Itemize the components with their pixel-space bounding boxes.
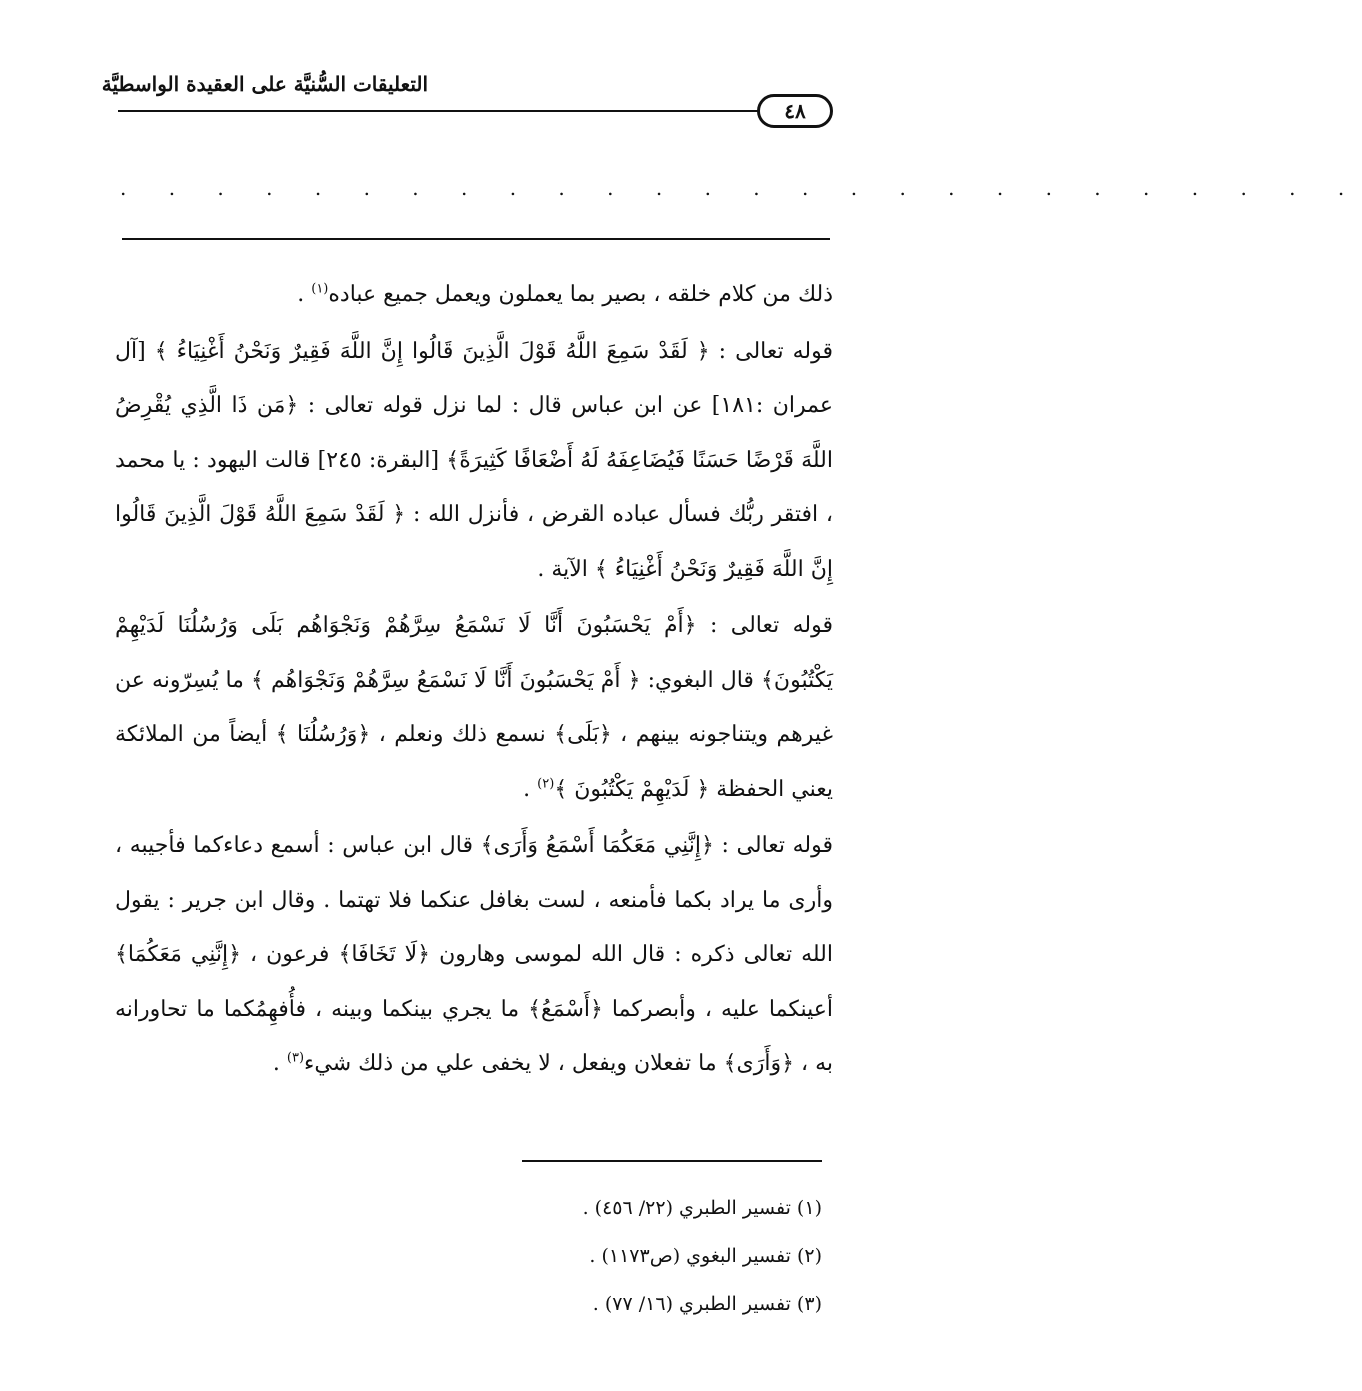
footnote-3: (٣) تفسير الطبري (١٦/ ٧٧) . xyxy=(592,1293,822,1315)
header-rule xyxy=(118,110,758,112)
footnote-rule xyxy=(522,1160,822,1162)
footnote-ref-2: (٢) xyxy=(537,776,555,792)
ellipsis-separator: . . . . . . . . . . . . . . . . . . . . . . . . . . xyxy=(120,176,1362,200)
footnotes xyxy=(300,1184,822,1328)
page-number: ٤٨ xyxy=(757,94,833,128)
main-text xyxy=(115,268,833,1092)
paragraph-3: قوله تعالى : ﴿أَمْ يَحْسَبُونَ أَنَّا لَا نَسْمَعُ سِرَّهُمْ وَنَجْوَاهُم بَلَى وَرُسُلُنَا لَدَيْهِمْ يَكْتُبُونَ﴾ قال البغوي: ﴿ أَمْ يَحْسَبُونَ أَنَّا لَا نَسْمَعُ سِرَّهُمْ وَنَجْوَاهُم ﴾ ما يُسِرّونه عن غيرهم ويتناجونه بينهم ، ﴿بَلَى﴾ نسمع ذلك ونعلم ، ﴿وَرُسُلُنَا ﴾ أيضاً من الملائكة يعني الحفظة ﴿ لَدَيْهِمْ يَكْتُبُونَ ﴾$^{(٢)}$ . xyxy=(115,613,833,802)
paragraph-1: ذلك من كلام خلقه ، بصير بما يعملون ويعمل جميع عباده$^{(١)}$ . xyxy=(297,281,833,307)
footnote-ref-3: (٣) xyxy=(286,1050,305,1066)
paragraph-2: قوله تعالى : ﴿ لَقَدْ سَمِعَ اللَّهُ قَوْلَ الَّذِينَ قَالُوا إِنَّ اللَّهَ فَقِيرٌ وَنَحْنُ أَغْنِيَاءُ ﴾ [آل عمران :١٨١] عن ابن عباس قال : لما نزل قوله تعالى : ﴿مَن ذَا الَّذِي يُقْرِضُ اللَّهَ قَرْضًا حَسَنًا فَيُضَاعِفَهُ لَهُ أَضْعَافًا كَثِيرَةً﴾ [البقرة: ٢٤٥] قالت اليهود : يا محمد ، افتقر ربُّك فسأل عباده القرض ، فأنزل الله : ﴿ لَقَدْ سَمِعَ اللَّهُ قَوْلَ الَّذِينَ قَالُوا إِنَّ اللَّهَ فَقِيرٌ وَنَحْنُ أَغْنِيَاءُ ﴾ الآية . xyxy=(115,338,833,582)
footnote-ref-1: (١) xyxy=(311,281,329,297)
running-header-title: التعليقات السُّنيَّة على العقيدة الواسطيَّة xyxy=(101,72,428,96)
footnote-1: (١) تفسير الطبري (٢٢/ ٤٥٦) . xyxy=(582,1197,822,1219)
footnote-2: (٢) تفسير البغوي (ص١١٧٣) . xyxy=(589,1245,822,1267)
paragraph-4: قوله تعالى : ﴿إِنَّنِي مَعَكُمَا أَسْمَعُ وَأَرَى﴾ قال ابن عباس : أسمع دعاءكما فأجيبه ، وأرى ما يراد بكما فأمنعه ، لست بغافل عنكما فلا تهتما . وقال ابن جرير : يقول الله تعالى ذكره : قال الله لموسى وهارون ﴿لَا تَخَافَا﴾ فرعون ، ﴿إِنَّنِي مَعَكُمَا﴾ أعينكما عليه ، وأبصركما ﴿أَسْمَعُ﴾ ما يجري بينكما وبينه ، فأُفهِمُكما ما تحاورانه به ، ﴿وَأَرَى﴾ ما تفعلان ويفعل ، لا يخفى علي من ذلك شيء$^{(٣)}$ . xyxy=(115,833,833,1076)
text-top-rule xyxy=(122,238,830,240)
